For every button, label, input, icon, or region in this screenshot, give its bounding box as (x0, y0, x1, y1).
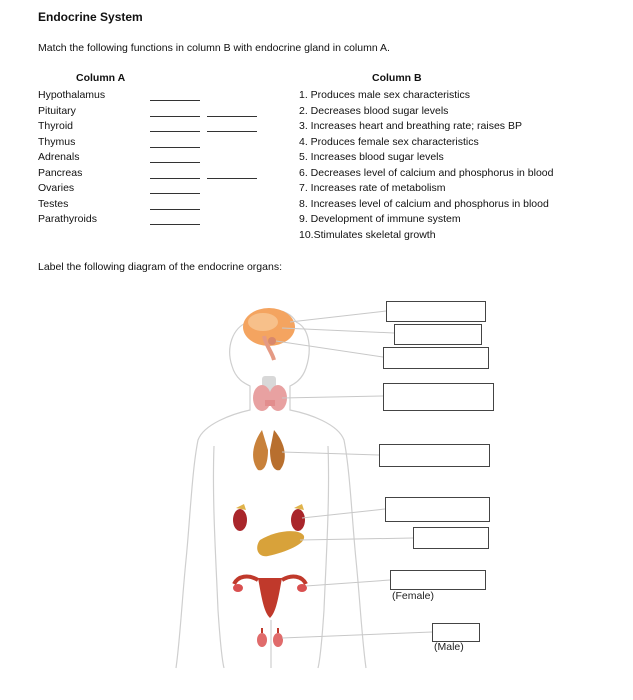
gland-label-thyroid: Thyroid (38, 120, 74, 132)
column-a-header: Column A (76, 72, 126, 84)
gland-label-thymus: Thymus (38, 136, 76, 148)
thymus-icon (253, 430, 285, 470)
worksheet-title: Endocrine System (38, 10, 143, 24)
label-box-thymus[interactable] (379, 444, 490, 467)
thyroid-icon (253, 376, 287, 411)
gland-label-adrenals: Adrenals (38, 151, 80, 163)
gland-label-parathyroids: Parathyroids (38, 213, 97, 225)
pituitary-icon (268, 337, 276, 345)
female-caption: (Female) (392, 590, 435, 602)
gland-label-pituitary: Pituitary (38, 105, 76, 117)
function-item-2: 2. Decreases blood sugar levels (299, 105, 449, 117)
label-box-testes[interactable] (432, 623, 480, 642)
kidney-left-icon (233, 504, 247, 531)
gland-label-ovaries: Ovaries (38, 182, 75, 194)
testes-icon (257, 628, 283, 647)
function-item-3: 3. Increases heart and breathing rate; raises BP (299, 120, 522, 132)
label-box-adrenals[interactable] (385, 497, 490, 522)
function-item-10: 10.Stimulates skeletal growth (299, 229, 436, 241)
label-box-ovaries[interactable] (390, 570, 486, 590)
function-item-1: 1. Produces male sex characteristics (299, 89, 470, 101)
gland-label-hypothalamus: Hypothalamus (38, 89, 106, 101)
label-box-3[interactable] (383, 347, 489, 369)
function-item-7: 7. Increases rate of metabolism (299, 182, 446, 194)
function-item-5: 5. Increases blood sugar levels (299, 151, 444, 163)
male-caption: (Male) (434, 641, 464, 653)
pancreas-icon (257, 531, 304, 556)
label-box-hypothalamus[interactable] (386, 301, 486, 322)
gland-label-pancreas: Pancreas (38, 167, 83, 179)
function-item-8: 8. Increases level of calcium and phosphorus in blood (299, 198, 549, 210)
function-item-9: 9. Development of immune system (299, 213, 461, 225)
ovaries-icon (233, 577, 307, 618)
label-box-pituitary[interactable] (394, 324, 482, 345)
function-item-6: 6. Decreases level of calcium and phosphorus in blood (299, 167, 554, 179)
diagram-instruction: Label the following diagram of the endocrine organs: (38, 261, 282, 273)
label-box-thyroid[interactable] (383, 383, 494, 411)
gland-label-testes: Testes (38, 198, 69, 210)
function-item-4: 4. Produces female sex characteristics (299, 136, 479, 148)
column-b-header: Column B (372, 72, 422, 84)
brain-icon (243, 308, 295, 360)
matching-instruction: Match the following functions in column B with endocrine gland in column A. (38, 42, 390, 54)
label-box-pancreas[interactable] (413, 527, 489, 549)
